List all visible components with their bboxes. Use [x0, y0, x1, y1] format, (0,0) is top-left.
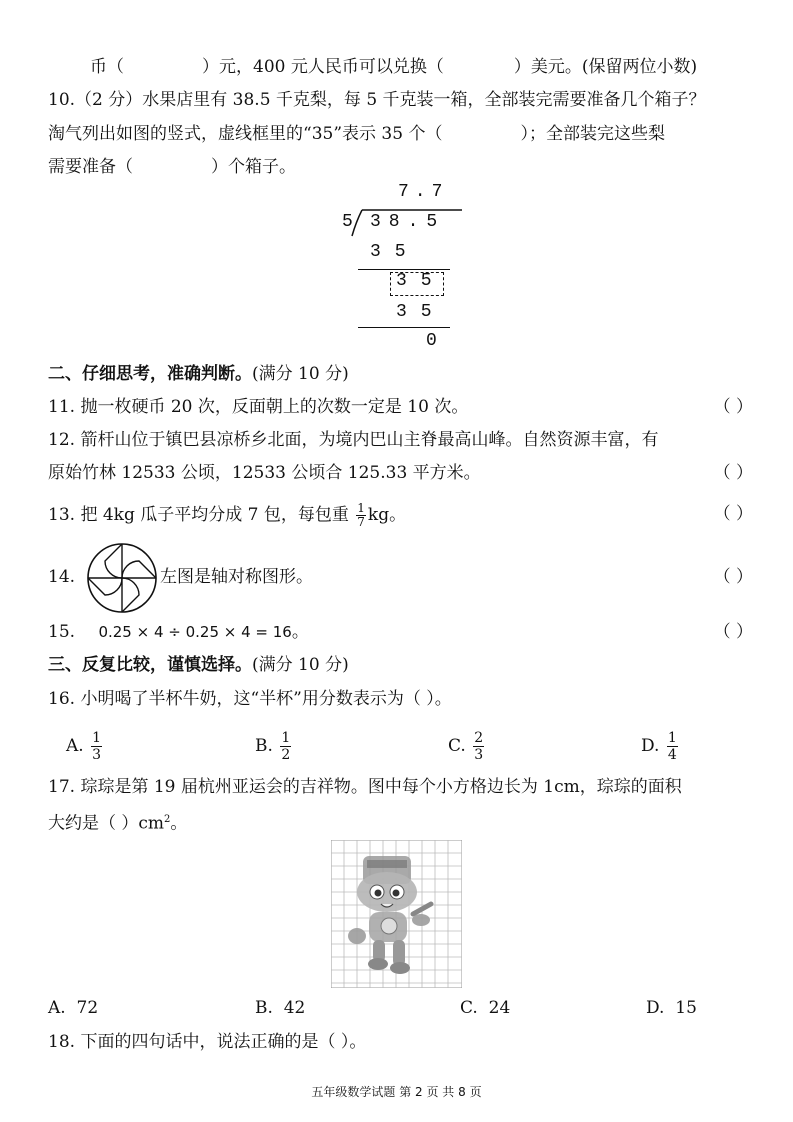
q12-line1: 12. 箭杆山位于镇巴县凉桥乡北面，为境内巴山主脊最高山峰。自然资源丰富，有 [48, 430, 659, 450]
q16-option-c[interactable]: C. $\frac{2}{3}$ [448, 730, 484, 763]
q16-text: 16. 小明喝了半杯牛奶，这“半杯”用分数表示为（ ）。 [48, 689, 452, 709]
q11-answer-bracket[interactable]: （ ） [713, 397, 753, 417]
division-rule-2 [358, 327, 450, 328]
q13-text: 13. 把 4kg 瓜子平均分成 7 包，每包重 $\frac{1}{7}$ kg。 [48, 501, 407, 529]
q12-line2: 原始竹林 12533 公顷，12533 公顷合 125.33 平方米。 [48, 463, 481, 483]
q17-line2: 大约是（ ）$cm^2$。 [48, 813, 188, 834]
q14-number: 14. [48, 567, 76, 587]
q16-option-a[interactable]: A. $\frac{1}{3}$ [66, 730, 102, 763]
q17-line1: 17. 琮琮是第 19 届杭州亚运会的吉祥物。图中每个小方格边长为 1cm，琮琮的面积 [48, 777, 682, 797]
q17-option-b[interactable]: B. 42 [255, 998, 306, 1018]
pinwheel-circle-figure [86, 542, 158, 614]
division-divisor: 5 [342, 212, 353, 232]
division-step2: 35 [396, 271, 446, 291]
q14-answer-bracket[interactable]: （ ） [713, 567, 753, 587]
q15-answer-bracket[interactable]: （ ） [713, 622, 753, 642]
q12-answer-bracket[interactable]: （ ） [713, 463, 753, 483]
division-remainder: 0 [426, 331, 437, 351]
division-step1: 35 [370, 242, 420, 262]
q17-option-a[interactable]: A. 72 [48, 998, 99, 1018]
section-3-heading: 三、反复比较，谨慎选择。(满分 10 分) [48, 655, 349, 675]
division-dividend: 38.5 [370, 212, 446, 232]
q10-line3: 需要准备（ ）个箱子。 [48, 157, 296, 177]
page-footer: 五年级数学试题 第 2 页 共 8 页 [311, 1085, 482, 1099]
division-step3: 35 [396, 302, 446, 322]
q17-option-c[interactable]: C. 24 [460, 998, 511, 1018]
q14-text: 左图是轴对称图形。 [160, 567, 313, 587]
q11-text: 11. 抛一枚硬币 20 次，反面朝上的次数一定是 10 次。 [48, 397, 469, 417]
q16-option-b[interactable]: B. $\frac{1}{2}$ [255, 730, 291, 763]
q10-line2: 淘气列出如图的竖式，虚线框里的“35”表示 35 个（ ）；全部装完这些梨 [48, 124, 665, 144]
q18-text: 18. 下面的四句话中，说法正确的是（ ）。 [48, 1032, 367, 1052]
q17-option-d[interactable]: D. 15 [646, 998, 697, 1018]
q15-text: 15. 0.25 × 4 ÷ 0.25 × 4 = 16。 [48, 622, 309, 642]
section-2-heading: 二、仔细思考，准确判断。(满分 10 分) [48, 364, 349, 384]
q16-option-d[interactable]: D. $\frac{1}{4}$ [641, 730, 677, 763]
mascot-grid-image [331, 840, 462, 988]
long-division-figure [330, 180, 460, 355]
division-quotient: 7.7 [398, 182, 449, 202]
q9-continuation: 币（ ）元，400 元人民币可以兑换（ ）美元。(保留两位小数) [90, 57, 698, 77]
q13-fraction: $\frac{1}{7}$ [357, 501, 365, 529]
q10-line1: 10.（2 分）水果店里有 38.5 千克梨，每 5 千克装一箱，全部装完需要准备几个箱子？ [48, 90, 706, 110]
q13-answer-bracket[interactable]: （ ） [713, 504, 753, 524]
division-rule-1 [358, 269, 450, 270]
